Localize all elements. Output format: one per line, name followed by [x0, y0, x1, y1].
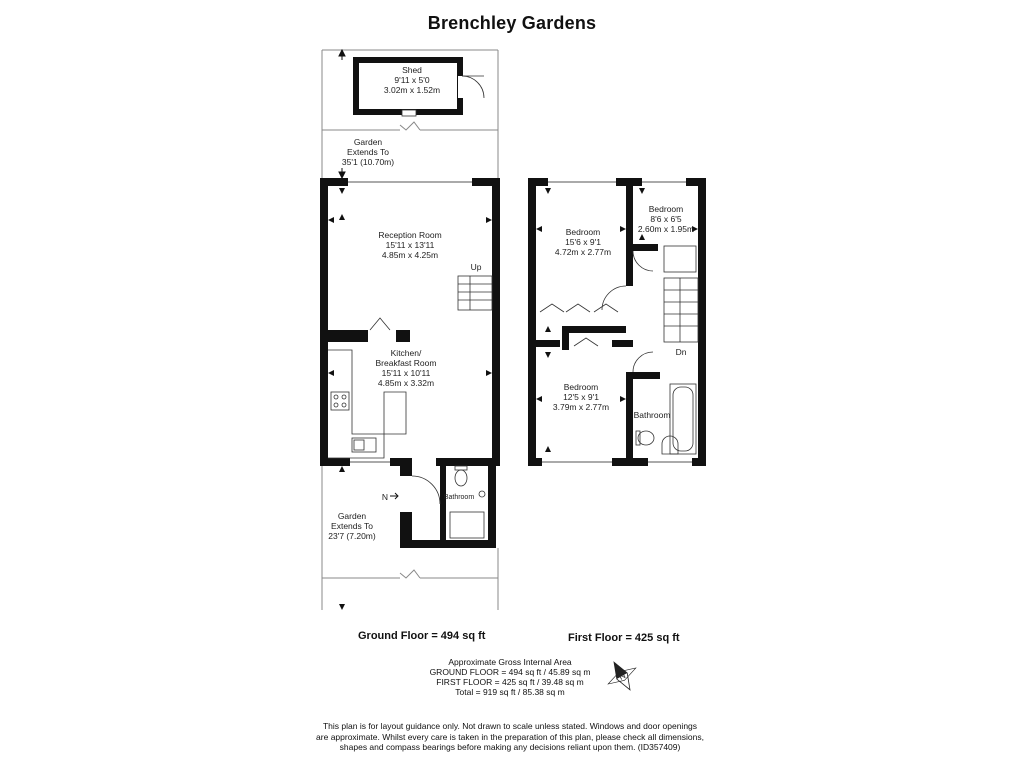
- kitchen-name-line2: Breakfast Room: [375, 358, 437, 368]
- ground-floor-area-label: Ground Floor = 494 sq ft: [358, 630, 486, 642]
- first-bathroom-label: Bathroom: [633, 410, 671, 420]
- shed-metric: 3.02m x 1.52m: [383, 85, 441, 95]
- first-floor-stairs: [664, 278, 698, 342]
- bedroom3-name: Bedroom: [563, 382, 599, 392]
- front-garden-label: Garden: [337, 511, 367, 521]
- ground-up-label: Up: [470, 262, 482, 272]
- compass-letter: N: [616, 670, 628, 682]
- disclaimer-line2: are approximate. Whilst every care is taken in the preparation of this plan, please check all dimensions,: [316, 731, 704, 742]
- kitchen-imperial: 15'11 x 10'11: [381, 368, 431, 378]
- kitchen-name-line1: Kitchen/: [390, 348, 422, 358]
- area-first: FIRST FLOOR = 425 sq ft / 39.48 sq m: [436, 677, 584, 687]
- first-floor-doors: [540, 246, 696, 372]
- front-extension: [400, 458, 496, 548]
- kitchen-metric: 4.85m x 3.32m: [377, 378, 435, 388]
- first-floor-plan: [528, 178, 706, 466]
- entrance-arrow-icon: [390, 493, 398, 499]
- reception-name: Reception Room: [378, 230, 442, 240]
- reception-imperial: 15'11 x 13'11: [385, 240, 435, 250]
- bedroom1-imperial: 15'6 x 9'1: [565, 237, 601, 247]
- bedroom2-metric: 2.60m x 1.95m: [637, 224, 695, 234]
- gross-internal-area: [380, 657, 640, 697]
- rear-garden-extends: Extends To: [347, 147, 389, 157]
- disclaimer-line3: shapes and compass bearings before making any decisions reliant upon them. (ID357409): [339, 742, 681, 752]
- entrance-marker: N: [381, 492, 389, 502]
- rear-garden-label: Garden: [353, 137, 383, 147]
- bedroom1-metric: 4.72m x 2.77m: [554, 247, 612, 257]
- reception-metric: 4.85m x 4.25m: [381, 250, 439, 260]
- bedroom3-imperial: 12'5 x 9'1: [563, 392, 599, 402]
- first-dn-label: Dn: [675, 347, 687, 357]
- ground-floor-plan: [320, 50, 500, 610]
- bedroom1-name: Bedroom: [565, 227, 601, 237]
- disclaimer: [300, 721, 720, 753]
- ground-floor-walls: [320, 178, 500, 466]
- disclaimer-line1: This plan is for layout guidance only. Not drawn to scale unless stated. Windows and door openings: [322, 721, 698, 731]
- front-garden-size: 23'7 (7.20m): [328, 531, 376, 541]
- bedroom2-name: Bedroom: [648, 204, 684, 214]
- area-heading: Approximate Gross Internal Area: [448, 657, 572, 667]
- bedroom3-metric: 3.79m x 2.77m: [552, 402, 610, 412]
- shed-imperial: 9'11 x 5'0: [394, 75, 430, 85]
- plan-title: Brenchley Gardens: [427, 13, 597, 33]
- shed-name: Shed: [402, 65, 422, 75]
- front-garden-extends: Extends To: [331, 521, 373, 531]
- rear-garden-size: 35'1 (10.70m): [341, 157, 395, 167]
- area-total: Total = 919 sq ft / 85.38 sq m: [455, 687, 565, 697]
- first-floor-area-label: First Floor = 425 sq ft: [568, 632, 680, 644]
- area-ground: GROUND FLOOR = 494 sq ft / 45.89 sq m: [429, 667, 591, 677]
- bedroom2-imperial: 8'6 x 6'5: [650, 214, 682, 224]
- ground-stairs: [458, 276, 492, 310]
- ground-bathroom-label: Bathroom: [443, 494, 475, 501]
